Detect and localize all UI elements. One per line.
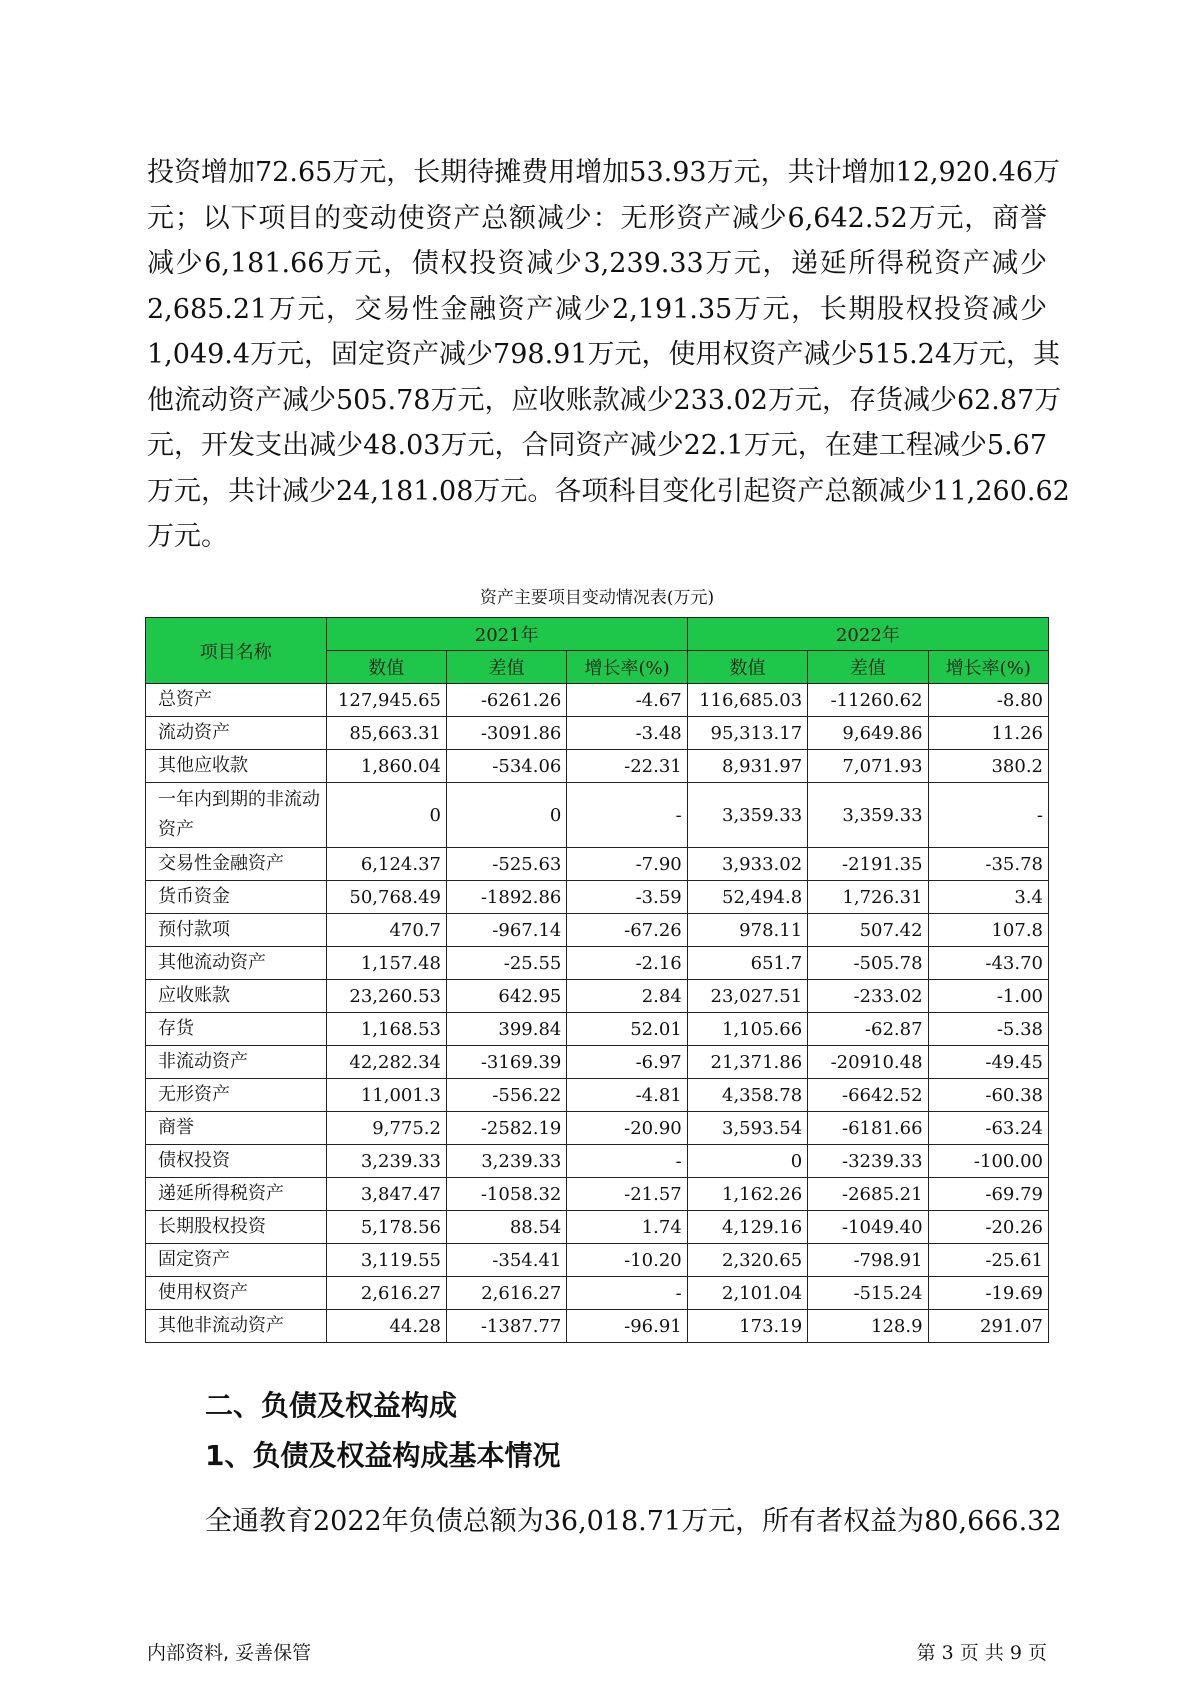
table-cell: 399.84 — [446, 1013, 566, 1046]
table-cell: -556.22 — [446, 1079, 566, 1112]
table-cell: -354.41 — [446, 1244, 566, 1277]
section-heading: 二、负债及权益构成 — [205, 1389, 458, 1422]
table-cell: -25.61 — [928, 1244, 1048, 1277]
column-header-diff: 差值 — [446, 651, 566, 684]
row-item-name: 货币资金 — [146, 881, 327, 914]
table-cell: 2,101.04 — [687, 1277, 807, 1310]
table-row — [146, 1178, 1049, 1211]
table-row — [146, 1046, 1049, 1079]
table-cell: -11260.62 — [808, 684, 928, 717]
paragraph-line: 减少6,181.66万元，债权投资减少3,239.33万元，递延所得税资产减少 — [147, 248, 1047, 279]
table-cell: - — [567, 1277, 687, 1310]
row-item-name: 存货 — [146, 1013, 327, 1046]
table-cell: -20.90 — [567, 1112, 687, 1145]
row-item-name: 其他应收款 — [146, 750, 327, 783]
table-cell: 42,282.34 — [326, 1046, 446, 1079]
column-header-diff: 差值 — [808, 651, 928, 684]
table-row — [146, 1145, 1049, 1178]
table-cell: -100.00 — [928, 1145, 1048, 1178]
column-header-growth: 增长率(%) — [567, 651, 687, 684]
table-cell: - — [928, 783, 1048, 848]
row-item-name: 应收账款 — [146, 980, 327, 1013]
table-cell: -7.90 — [567, 848, 687, 881]
table-cell: 8,931.97 — [687, 750, 807, 783]
table-row — [146, 980, 1049, 1013]
footer-confidential-note: 内部资料, 妥善保管 — [147, 1642, 312, 1664]
table-cell: 1,105.66 — [687, 1013, 807, 1046]
table-cell: -6261.26 — [446, 684, 566, 717]
table-cell: 3,359.33 — [808, 783, 928, 848]
table-cell: -6642.52 — [808, 1079, 928, 1112]
table-cell: -3239.33 — [808, 1145, 928, 1178]
table-cell: 116,685.03 — [687, 684, 807, 717]
table-row — [146, 881, 1049, 914]
row-item-name: 总资产 — [146, 684, 327, 717]
asset-change-table — [145, 617, 1049, 1343]
table-cell: 3,593.54 — [687, 1112, 807, 1145]
table-cell: -20.26 — [928, 1211, 1048, 1244]
table-cell: -63.24 — [928, 1112, 1048, 1145]
table-cell: 978.11 — [687, 914, 807, 947]
footer-page-number: 第 3 页 共 9 页 — [916, 1642, 1047, 1664]
paragraph-line: 元，开发支出减少48.03万元，合同资产减少22.1万元，在建工程减少5.67 — [147, 430, 1047, 461]
table-cell: -8.80 — [928, 684, 1048, 717]
table-cell: 95,313.17 — [687, 717, 807, 750]
table-cell: 1,168.53 — [326, 1013, 446, 1046]
table-cell: 127,945.65 — [326, 684, 446, 717]
table-row — [146, 914, 1049, 947]
column-header-name: 项目名称 — [146, 618, 327, 684]
table-cell: 3,359.33 — [687, 783, 807, 848]
table-cell: 1,157.48 — [326, 947, 446, 980]
row-item-name: 一年内到期的非流动资产 — [146, 783, 327, 848]
table-header — [146, 618, 1049, 684]
table-row — [146, 848, 1049, 881]
paragraph-line: 元；以下项目的变动使资产总额减少：无形资产减少6,642.52万元，商誉 — [147, 202, 1047, 234]
table-cell: 7,071.93 — [808, 750, 928, 783]
table-cell: -534.06 — [446, 750, 566, 783]
table-cell: 3,847.47 — [326, 1178, 446, 1211]
table-row — [146, 750, 1049, 783]
table-cell: -1387.77 — [446, 1310, 566, 1343]
paragraph-line: 投资增加72.65万元，长期待摊费用增加53.93万元，共计增加12,920.46万 — [147, 157, 1061, 188]
table-cell: 107.8 — [928, 914, 1048, 947]
row-item-name: 债权投资 — [146, 1145, 327, 1178]
table-row — [146, 1013, 1049, 1046]
table-cell: -967.14 — [446, 914, 566, 947]
table-cell: -69.79 — [928, 1178, 1048, 1211]
table-cell: 3,119.55 — [326, 1244, 446, 1277]
table-cell: -60.38 — [928, 1079, 1048, 1112]
paragraph-line: 1,049.4万元，固定资产减少798.91万元，使用权资产减少515.24万元，其 — [147, 339, 1061, 370]
table-cell: -1.00 — [928, 980, 1048, 1013]
table-cell: 5,178.56 — [326, 1211, 446, 1244]
table-cell: 0 — [446, 783, 566, 848]
table-cell: 88.54 — [446, 1211, 566, 1244]
table-row — [146, 1211, 1049, 1244]
column-header-value: 数值 — [326, 651, 446, 684]
table-cell: 44.28 — [326, 1310, 446, 1343]
table-cell: -1892.86 — [446, 881, 566, 914]
table-cell: 2.84 — [567, 980, 687, 1013]
table-row — [146, 1079, 1049, 1112]
table-cell: -3.59 — [567, 881, 687, 914]
table-cell: 21,371.86 — [687, 1046, 807, 1079]
table-cell: -35.78 — [928, 848, 1048, 881]
table-cell: 1,162.26 — [687, 1178, 807, 1211]
table-cell: 0 — [326, 783, 446, 848]
table-cell: 50,768.49 — [326, 881, 446, 914]
table-cell: 11.26 — [928, 717, 1048, 750]
table-cell: - — [567, 783, 687, 848]
row-item-name: 商誉 — [146, 1112, 327, 1145]
column-header-year-2022: 2022年 — [687, 618, 1048, 651]
paragraph-line: 万元。 — [147, 521, 228, 552]
table-cell: -49.45 — [928, 1046, 1048, 1079]
table-cell: 11,001.3 — [326, 1079, 446, 1112]
table-cell: -798.91 — [808, 1244, 928, 1277]
row-item-name: 其他流动资产 — [146, 947, 327, 980]
table-cell: -2685.21 — [808, 1178, 928, 1211]
table-cell: -525.63 — [446, 848, 566, 881]
paragraph-line: 他流动资产减少505.78万元，应收账款减少233.02万元，存货减少62.87万 — [147, 384, 1062, 416]
row-item-name: 递延所得税资产 — [146, 1178, 327, 1211]
table-cell: -6181.66 — [808, 1112, 928, 1145]
table-caption: 资产主要项目变动情况表(万元) — [479, 588, 715, 608]
paragraph-line: 万元，共计减少24,181.08万元。各项科目变化引起资产总额减少11,260.62 — [147, 475, 1070, 507]
table-cell: 470.7 — [326, 914, 446, 947]
table-cell: -20910.48 — [808, 1046, 928, 1079]
table-row — [146, 1112, 1049, 1145]
table-cell: 52,494.8 — [687, 881, 807, 914]
table-cell: 0 — [687, 1145, 807, 1178]
table-cell: -4.67 — [567, 684, 687, 717]
table-row — [146, 717, 1049, 750]
table-cell: -19.69 — [928, 1277, 1048, 1310]
table-cell: 642.95 — [446, 980, 566, 1013]
table-cell: 1,726.31 — [808, 881, 928, 914]
table-cell: - — [567, 1145, 687, 1178]
table-cell: 380.2 — [928, 750, 1048, 783]
table-cell: 52.01 — [567, 1013, 687, 1046]
table-row — [146, 947, 1049, 980]
body-paragraph-2: 全通教育2022年负债总额为36,018.71万元，所有者权益为80,666.32 — [205, 1506, 1062, 1537]
table-body — [146, 684, 1049, 1343]
table-cell: 2,616.27 — [446, 1277, 566, 1310]
table-row — [146, 1244, 1049, 1277]
row-item-name: 交易性金融资产 — [146, 848, 327, 881]
table-cell: 23,027.51 — [687, 980, 807, 1013]
table-cell: -10.20 — [567, 1244, 687, 1277]
body-paragraph — [147, 150, 1070, 560]
table-cell: 2,616.27 — [326, 1277, 446, 1310]
column-header-value: 数值 — [687, 651, 807, 684]
table-cell: 9,649.86 — [808, 717, 928, 750]
table-cell: -25.55 — [446, 947, 566, 980]
table-cell: -22.31 — [567, 750, 687, 783]
table-cell: 128.9 — [808, 1310, 928, 1343]
table-cell: 651.7 — [687, 947, 807, 980]
table-cell: -3.48 — [567, 717, 687, 750]
table-row — [146, 1277, 1049, 1310]
table-cell: -62.87 — [808, 1013, 928, 1046]
table-cell: 3,933.02 — [687, 848, 807, 881]
table-cell: 3.4 — [928, 881, 1048, 914]
table-cell: 507.42 — [808, 914, 928, 947]
row-item-name: 长期股权投资 — [146, 1211, 327, 1244]
table-cell: 1,860.04 — [326, 750, 446, 783]
table-cell: -515.24 — [808, 1277, 928, 1310]
table-cell: 6,124.37 — [326, 848, 446, 881]
table-cell: -6.97 — [567, 1046, 687, 1079]
table-cell: 3,239.33 — [326, 1145, 446, 1178]
table-cell: 173.19 — [687, 1310, 807, 1343]
table-cell: -505.78 — [808, 947, 928, 980]
table-cell: 4,358.78 — [687, 1079, 807, 1112]
table-cell: -4.81 — [567, 1079, 687, 1112]
row-item-name: 使用权资产 — [146, 1277, 327, 1310]
table-cell: -5.38 — [928, 1013, 1048, 1046]
row-item-name: 预付款项 — [146, 914, 327, 947]
column-header-growth: 增长率(%) — [928, 651, 1048, 684]
table-cell: 9,775.2 — [326, 1112, 446, 1145]
table-row — [146, 783, 1049, 848]
table-cell: -1058.32 — [446, 1178, 566, 1211]
table-cell: -3091.86 — [446, 717, 566, 750]
table-cell: -43.70 — [928, 947, 1048, 980]
row-item-name: 其他非流动资产 — [146, 1310, 327, 1343]
table-cell: -21.57 — [567, 1178, 687, 1211]
row-item-name: 非流动资产 — [146, 1046, 327, 1079]
table-cell: 1.74 — [567, 1211, 687, 1244]
table-cell: -96.91 — [567, 1310, 687, 1343]
table-row — [146, 684, 1049, 717]
table-cell: 3,239.33 — [446, 1145, 566, 1178]
table-cell: 4,129.16 — [687, 1211, 807, 1244]
column-header-year-2021: 2021年 — [326, 618, 687, 651]
table-cell: -233.02 — [808, 980, 928, 1013]
table-cell: -2.16 — [567, 947, 687, 980]
table-cell: 291.07 — [928, 1310, 1048, 1343]
table-cell: 2,320.65 — [687, 1244, 807, 1277]
paragraph-line: 2,685.21万元，交易性金融资产减少2,191.35万元，长期股权投资减少 — [147, 293, 1047, 325]
table-cell: -1049.40 — [808, 1211, 928, 1244]
row-item-name: 固定资产 — [146, 1244, 327, 1277]
table-row — [146, 1310, 1049, 1343]
table-cell: -2582.19 — [446, 1112, 566, 1145]
row-item-name: 流动资产 — [146, 717, 327, 750]
table-cell: 23,260.53 — [326, 980, 446, 1013]
table-cell: -2191.35 — [808, 848, 928, 881]
row-item-name: 无形资产 — [146, 1079, 327, 1112]
table-cell: 85,663.31 — [326, 717, 446, 750]
table-cell: -67.26 — [567, 914, 687, 947]
subsection-heading: 1、负债及权益构成基本情况 — [205, 1439, 561, 1472]
table-cell: -3169.39 — [446, 1046, 566, 1079]
